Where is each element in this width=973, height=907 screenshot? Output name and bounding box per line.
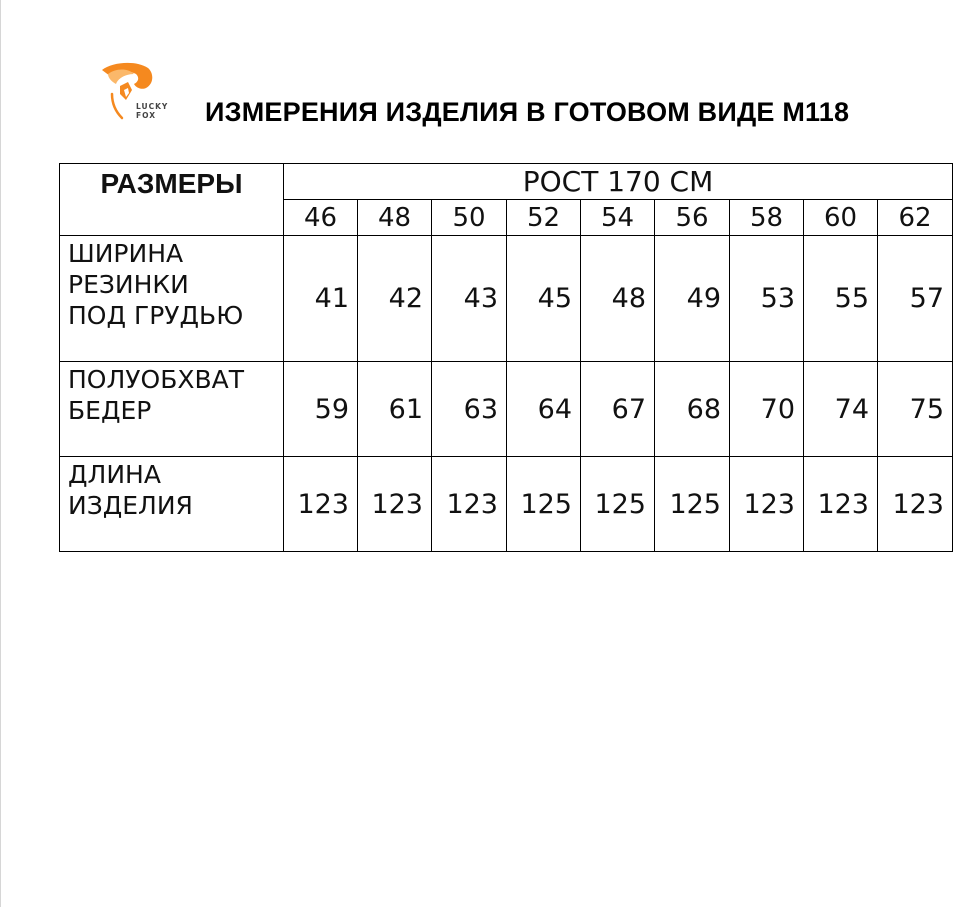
value-cell: 123 bbox=[878, 457, 953, 552]
size-50-header: 50 bbox=[432, 200, 507, 236]
value-cell: 42 bbox=[358, 236, 432, 362]
size-54-header: 54 bbox=[581, 200, 655, 236]
value-cell: 125 bbox=[655, 457, 730, 552]
value-cell: 43 bbox=[432, 236, 507, 362]
value-cell: 57 bbox=[878, 236, 953, 362]
height-header: РОСТ 170 СМ bbox=[284, 164, 953, 200]
row-label: ШИРИНА РЕЗИНКИ ПОД ГРУДЬЮ bbox=[60, 236, 284, 362]
value-cell: 55 bbox=[804, 236, 878, 362]
size-52-header: 52 bbox=[507, 200, 581, 236]
value-cell: 41 bbox=[284, 236, 358, 362]
value-cell: 123 bbox=[284, 457, 358, 552]
size-60-header: 60 bbox=[804, 200, 878, 236]
size-58-header: 58 bbox=[730, 200, 804, 236]
row-label: ДЛИНА ИЗДЕЛИЯ bbox=[60, 457, 284, 552]
row-label: ПОЛУОБХВАТ БЕДЕР bbox=[60, 362, 284, 457]
value-cell: 123 bbox=[358, 457, 432, 552]
value-cell: 45 bbox=[507, 236, 581, 362]
value-cell: 49 bbox=[655, 236, 730, 362]
size-46-header: 46 bbox=[284, 200, 358, 236]
size-62-header: 62 bbox=[878, 200, 953, 236]
sizes-header: РАЗМЕРЫ bbox=[60, 164, 284, 236]
size-48-header: 48 bbox=[358, 200, 432, 236]
value-cell: 74 bbox=[804, 362, 878, 457]
value-cell: 59 bbox=[284, 362, 358, 457]
table-row bbox=[60, 362, 953, 457]
value-cell: 53 bbox=[730, 236, 804, 362]
value-cell: 125 bbox=[507, 457, 581, 552]
lucky-fox-logo bbox=[98, 60, 170, 126]
brand-line-lucky: LUCKY bbox=[136, 102, 169, 111]
measurements-table bbox=[59, 163, 953, 552]
document-title: ИЗМЕРЕНИЯ ИЗДЕЛИЯ В ГОТОВОМ ВИДЕ М118 bbox=[205, 97, 850, 127]
value-cell: 123 bbox=[432, 457, 507, 552]
header-row-height bbox=[60, 164, 953, 200]
table-row bbox=[60, 457, 953, 552]
value-cell: 68 bbox=[655, 362, 730, 457]
value-cell: 61 bbox=[358, 362, 432, 457]
size-56-header: 56 bbox=[655, 200, 730, 236]
value-cell: 67 bbox=[581, 362, 655, 457]
value-cell: 125 bbox=[581, 457, 655, 552]
page-edge bbox=[0, 0, 1, 907]
table-row bbox=[60, 236, 953, 362]
value-cell: 75 bbox=[878, 362, 953, 457]
brand-line-fox: FOX bbox=[136, 111, 157, 120]
value-cell: 123 bbox=[804, 457, 878, 552]
value-cell: 63 bbox=[432, 362, 507, 457]
value-cell: 48 bbox=[581, 236, 655, 362]
value-cell: 70 bbox=[730, 362, 804, 457]
value-cell: 64 bbox=[507, 362, 581, 457]
value-cell: 123 bbox=[730, 457, 804, 552]
